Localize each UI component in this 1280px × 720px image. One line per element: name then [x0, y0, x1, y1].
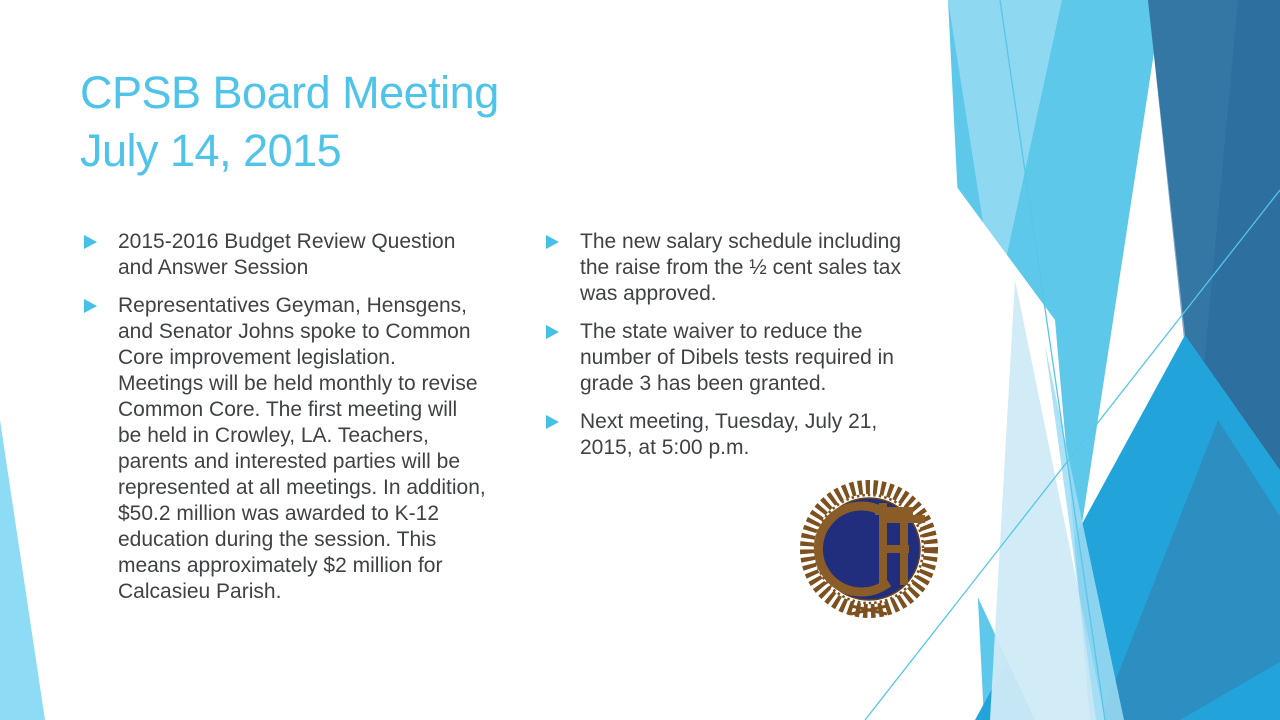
- bullet-triangle-icon: [546, 415, 559, 429]
- right-column: [546, 229, 932, 473]
- bullet-text: Next meeting, Tuesday, July 21, 2015, at 5:00 p.m.: [580, 410, 878, 459]
- left-column: [84, 229, 486, 617]
- bullet-text: 2015-2016 Budget Review Question and Answer Session: [118, 230, 456, 279]
- bullet-item: [546, 409, 932, 461]
- bullet-item: [546, 229, 932, 307]
- bullet-text: The new salary schedule including the raise from the ½ cent sales tax was approved.: [580, 230, 902, 305]
- slide-title-line-2: July 14, 2015: [80, 125, 342, 176]
- bullet-item: [84, 229, 486, 281]
- bullet-triangle-icon: [84, 235, 97, 249]
- bullet-text: The state waiver to reduce the number of Dibels tests required in grade 3 has been granted.: [580, 320, 894, 395]
- bullet-item: [546, 319, 932, 397]
- bullet-triangle-icon: [84, 299, 97, 313]
- bullet-triangle-icon: [546, 235, 559, 249]
- cft-logo: [795, 472, 943, 624]
- slide-title-line-1: CPSB Board Meeting: [80, 67, 499, 118]
- bullet-triangle-icon: [546, 325, 559, 339]
- decor-left-sliver: [0, 420, 45, 720]
- slide-title: [80, 64, 840, 180]
- bullet-item: [84, 293, 486, 605]
- bullet-text: Representatives Geyman, Hensgens, and Senator Johns spoke to Common Core improvement legislation. Meetings will be held monthly to revise Common Core. The first meeting will be held in Crowley, LA. Teachers, parents and interested parties will be represented at all meetings. In addition, $50.2 million was awarded to K-12 education during the session. This means approximately $2 million for Calcasieu Parish.: [118, 294, 486, 603]
